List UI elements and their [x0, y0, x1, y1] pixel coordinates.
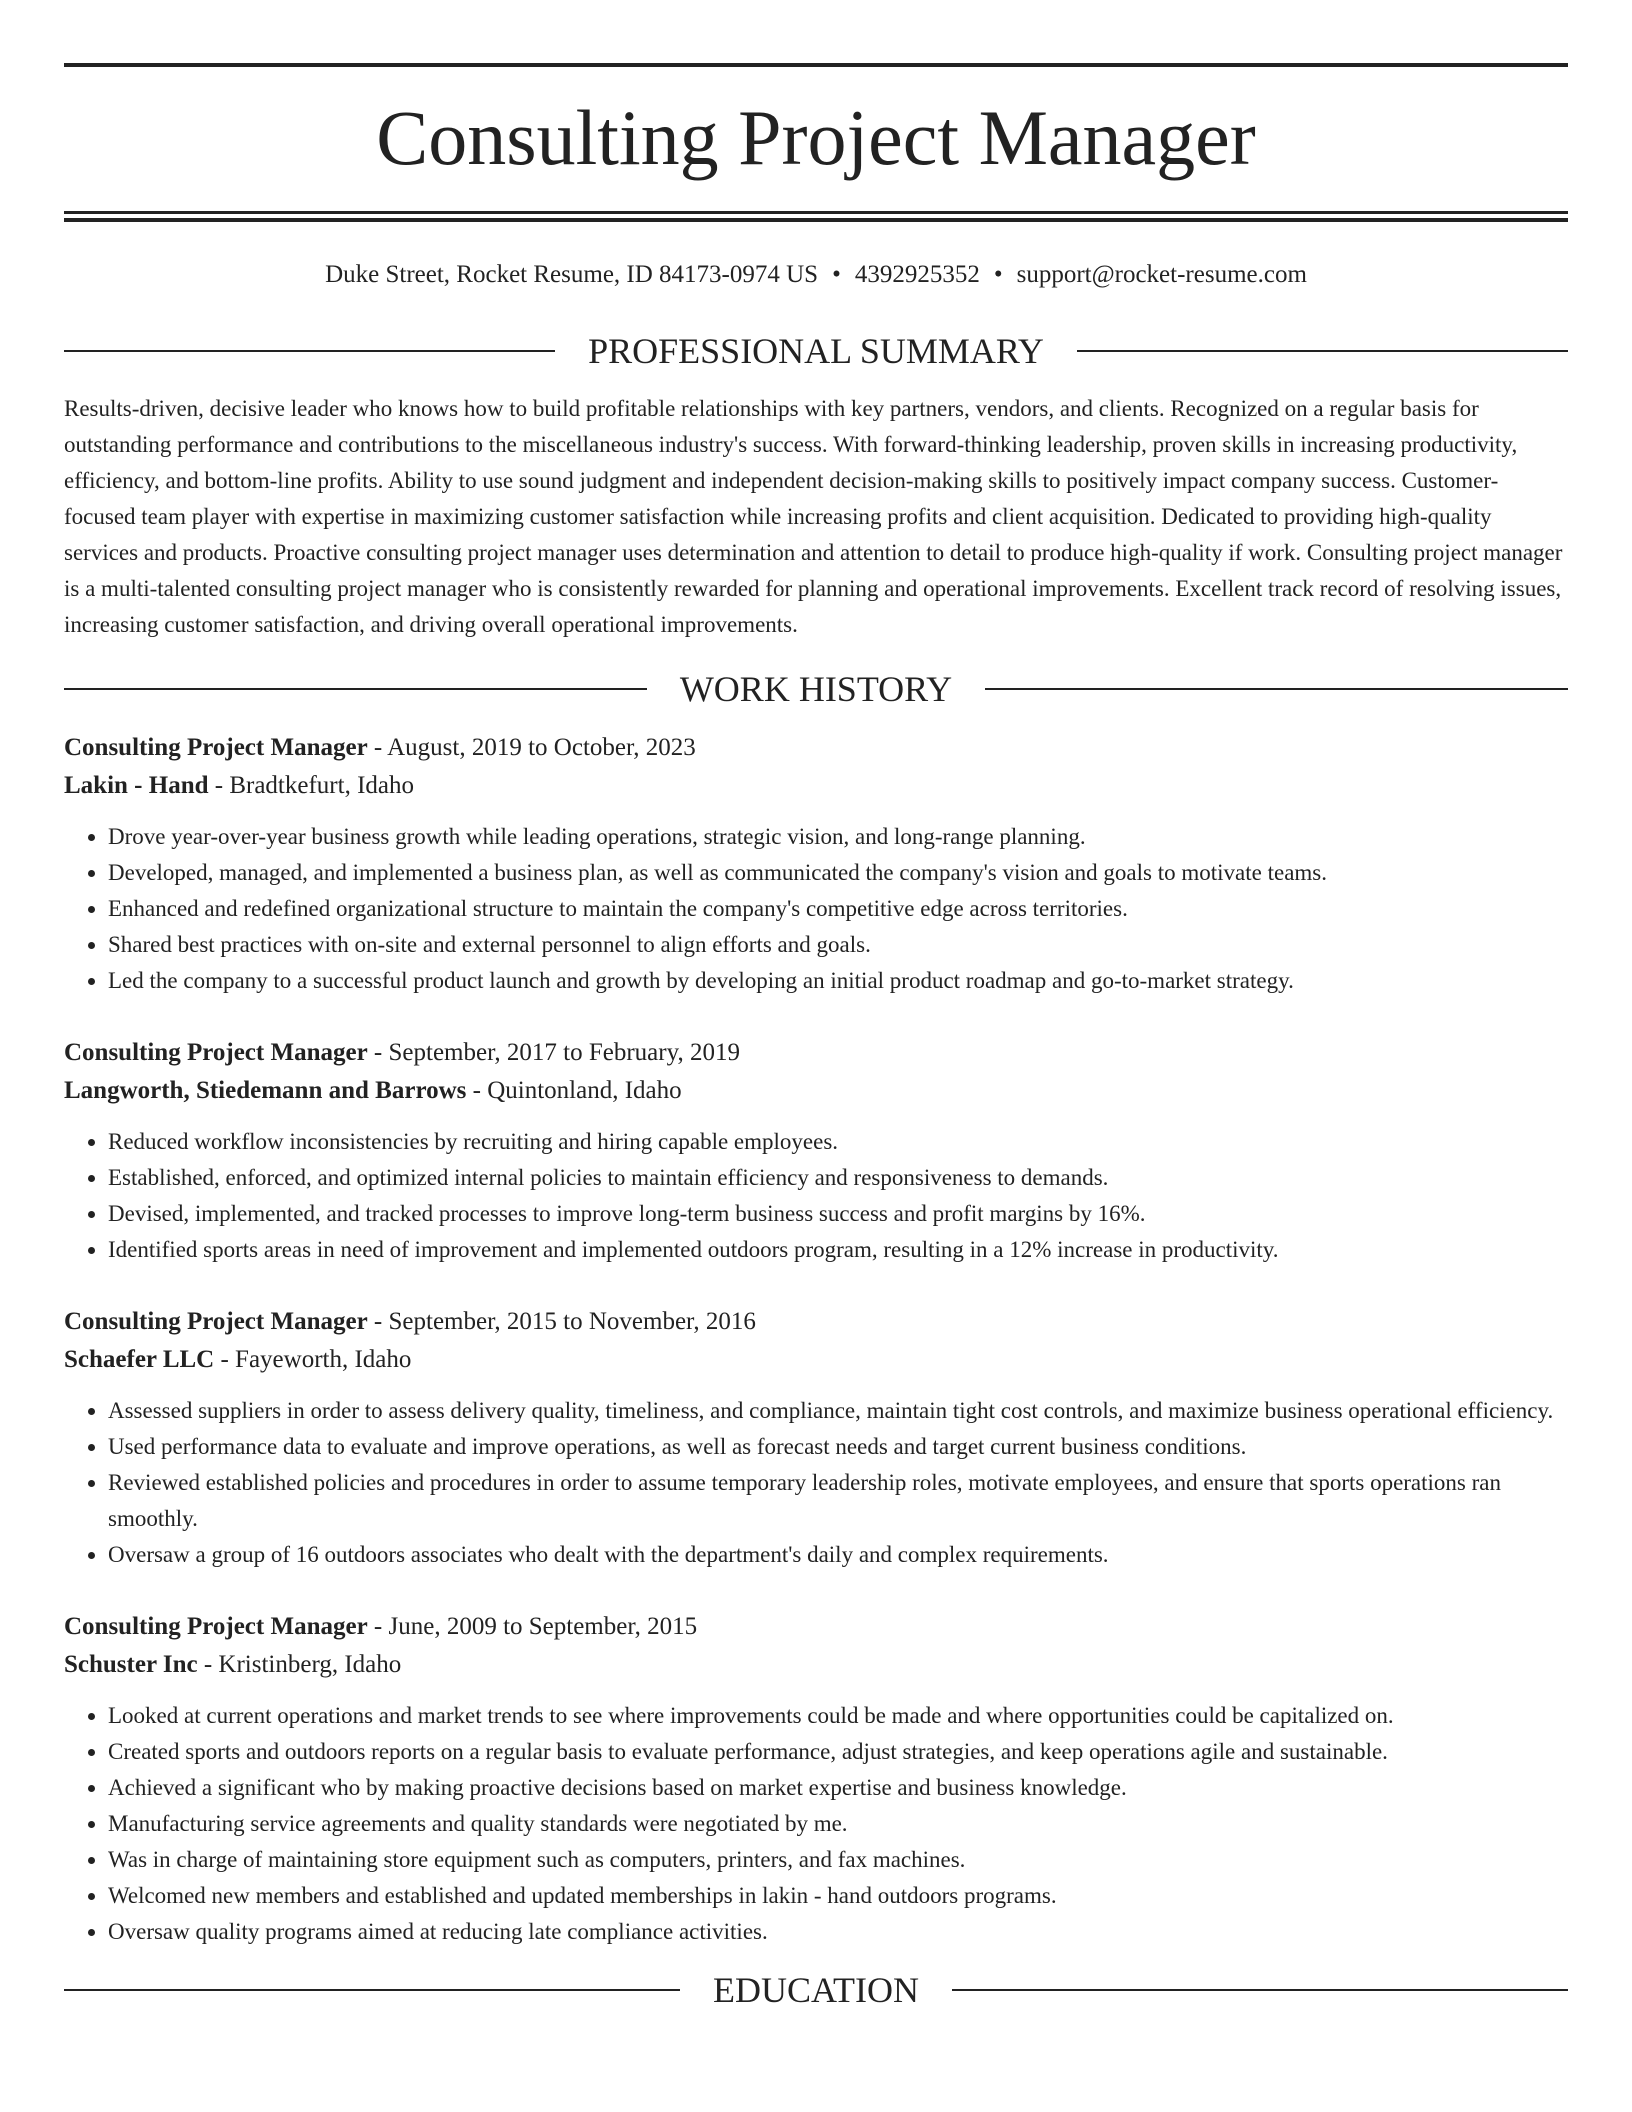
section-header-education: [64, 1972, 1568, 2008]
section-header-work: [64, 671, 1568, 707]
job-entry: [64, 1034, 1568, 1268]
job-title: Consulting Project Manager: [64, 1613, 368, 1640]
job-company-line: [64, 1072, 1568, 1110]
job-bullet: • Manufacturing service agreements and quality standards were negotiated by me.: [108, 1806, 1568, 1842]
contact-separator: •: [993, 261, 1003, 288]
job-dates: - June, 2009 to September, 2015: [367, 1613, 698, 1640]
job-bullets: [64, 1698, 1568, 1950]
section-title-work: WORK HISTORY: [679, 669, 953, 709]
work-history-list: [64, 729, 1568, 1950]
job-bullet: • Established, enforced, and optimized internal policies to maintain efficiency and responsiveness to demands.: [108, 1160, 1568, 1196]
job-bullet: • Led the company to a successful product launch and growth by developing an initial product roadmap and go-to-market strategy.: [108, 963, 1568, 999]
job-bullet: • Drove year-over-year business growth while leading operations, strategic vision, and long-range planning.: [108, 819, 1568, 855]
job-title: Consulting Project Manager: [64, 734, 368, 761]
job-bullet: • Assessed suppliers in order to assess delivery quality, timeliness, and compliance, maintain tight cost controls, and maximize business operational efficiency.: [108, 1393, 1568, 1429]
section-rule-left: [64, 1989, 680, 1991]
job-bullet: • Oversaw quality programs aimed at reducing late compliance activities.: [108, 1914, 1568, 1950]
job-dates: - September, 2017 to February, 2019: [367, 1039, 740, 1066]
job-company-line: [64, 1646, 1568, 1684]
job-bullets: [64, 1393, 1568, 1573]
section-title-summary: PROFESSIONAL SUMMARY: [588, 331, 1044, 371]
section-rule-right: [985, 688, 1568, 690]
job-bullet: • Reviewed established policies and procedures in order to assume temporary leadership roles, motivate employees, and ensure that sports operations ran smoothly.: [108, 1465, 1568, 1537]
job-bullet: • Shared best practices with on-site and external personnel to align efforts and goals.: [108, 927, 1568, 963]
job-bullet: • Developed, managed, and implemented a business plan, as well as communicated the company's vision and goals to motivate teams.: [108, 855, 1568, 891]
professional-summary-text: Results-driven, decisive leader who knows how to build profitable relationships with key partners, vendors, and clients. Recognized on a regular basis for outstanding performance and contributions to the miscellaneous industry's success. With forward-thinking leadership, proven skills in increasing productivity, efficiency, and bottom-line profits. Ability to use sound judgment and independent decision-making skills to positively impact company success. Customer-focused team player with expertise in maximizing customer satisfaction while increasing profits and client acquisition. Dedicated to providing high-quality services and products. Proactive consulting project manager uses determination and attention to detail to produce high-quality if work. Consulting project manager is a multi-talented consulting project manager who is consistently rewarded for planning and operational improvements. Excellent track record of resolving issues, increasing customer satisfaction, and driving overall operational improvements.: [64, 396, 1563, 637]
job-bullet: • Oversaw a group of 16 outdoors associates who dealt with the department's daily and complex requirements.: [108, 1537, 1568, 1573]
job-company-line: [64, 1341, 1568, 1379]
section-title-education: EDUCATION: [713, 1970, 919, 2010]
job-bullet: • Identified sports areas in need of improvement and implemented outdoors program, resulting in a 12% increase in productivity.: [108, 1232, 1568, 1268]
job-company-line: [64, 767, 1568, 805]
job-entry: [64, 729, 1568, 999]
job-bullet: • Looked at current operations and market trends to see where improvements could be made and where opportunities could be capitalized on.: [108, 1698, 1568, 1734]
resume-page: [64, 0, 1568, 2008]
job-entry: [64, 1608, 1568, 1950]
contact-email: support@rocket-resume.com: [1016, 261, 1307, 288]
job-bullets: [64, 819, 1568, 999]
contact-separator: •: [832, 261, 841, 288]
job-bullet: • Reduced workflow inconsistencies by recruiting and hiring capable employees.: [108, 1124, 1568, 1160]
job-bullet: • Was in charge of maintaining store equipment such as computers, printers, and fax machines.: [108, 1842, 1568, 1878]
job-bullet: • Used performance data to evaluate and improve operations, as well as forecast needs and target current business conditions.: [108, 1429, 1568, 1465]
job-bullets: [64, 1124, 1568, 1268]
job-company: Schuster Inc: [64, 1651, 198, 1678]
resume-title: Consulting Project Manager: [376, 94, 1256, 181]
contact-phone: 4392925352: [854, 261, 980, 288]
section-rule-left: [64, 688, 647, 690]
job-title: Consulting Project Manager: [64, 1039, 368, 1066]
job-company: Langworth, Stiedemann and Barrows: [64, 1077, 467, 1104]
job-title-line: [64, 1303, 1568, 1341]
job-title-line: [64, 729, 1568, 767]
job-title-line: [64, 1034, 1568, 1072]
job-title-line: [64, 1608, 1568, 1646]
contact-address: Duke Street, Rocket Resume, ID 84173-0974 US: [325, 261, 819, 288]
job-dates: - September, 2015 to November, 2016: [367, 1308, 756, 1335]
job-company: Schaefer LLC: [64, 1346, 215, 1373]
job-bullet: • Achieved a significant who by making proactive decisions based on market expertise and business knowledge.: [108, 1770, 1568, 1806]
job-location: - Quintonland, Idaho: [466, 1077, 682, 1104]
section-rule-left: [64, 350, 555, 352]
job-bullet: • Created sports and outdoors reports on a regular basis to evaluate performance, adjust strategies, and keep operations agile and sustainable.: [108, 1734, 1568, 1770]
job-dates: - August, 2019 to October, 2023: [367, 734, 696, 761]
contact-line: [64, 262, 1568, 287]
section-header-summary: [64, 333, 1568, 369]
job-company: Lakin - Hand: [64, 772, 209, 799]
job-bullet: • Welcomed new members and established and updated memberships in lakin - hand outdoors programs.: [108, 1878, 1568, 1914]
section-rule-right: [1077, 350, 1568, 352]
section-rule-right: [952, 1989, 1568, 1991]
job-location: - Fayeworth, Idaho: [214, 1346, 412, 1373]
job-location: - Bradtkefurt, Idaho: [208, 772, 414, 799]
job-entry: [64, 1303, 1568, 1573]
job-title: Consulting Project Manager: [64, 1308, 368, 1335]
job-bullet: • Enhanced and redefined organizational structure to maintain the company's competitive edge across territories.: [108, 891, 1568, 927]
header-bottom-rule: [64, 211, 1568, 222]
job-bullet: • Devised, implemented, and tracked processes to improve long-term business success and profit margins by 16%.: [108, 1196, 1568, 1232]
job-location: - Kristinberg, Idaho: [197, 1651, 402, 1678]
